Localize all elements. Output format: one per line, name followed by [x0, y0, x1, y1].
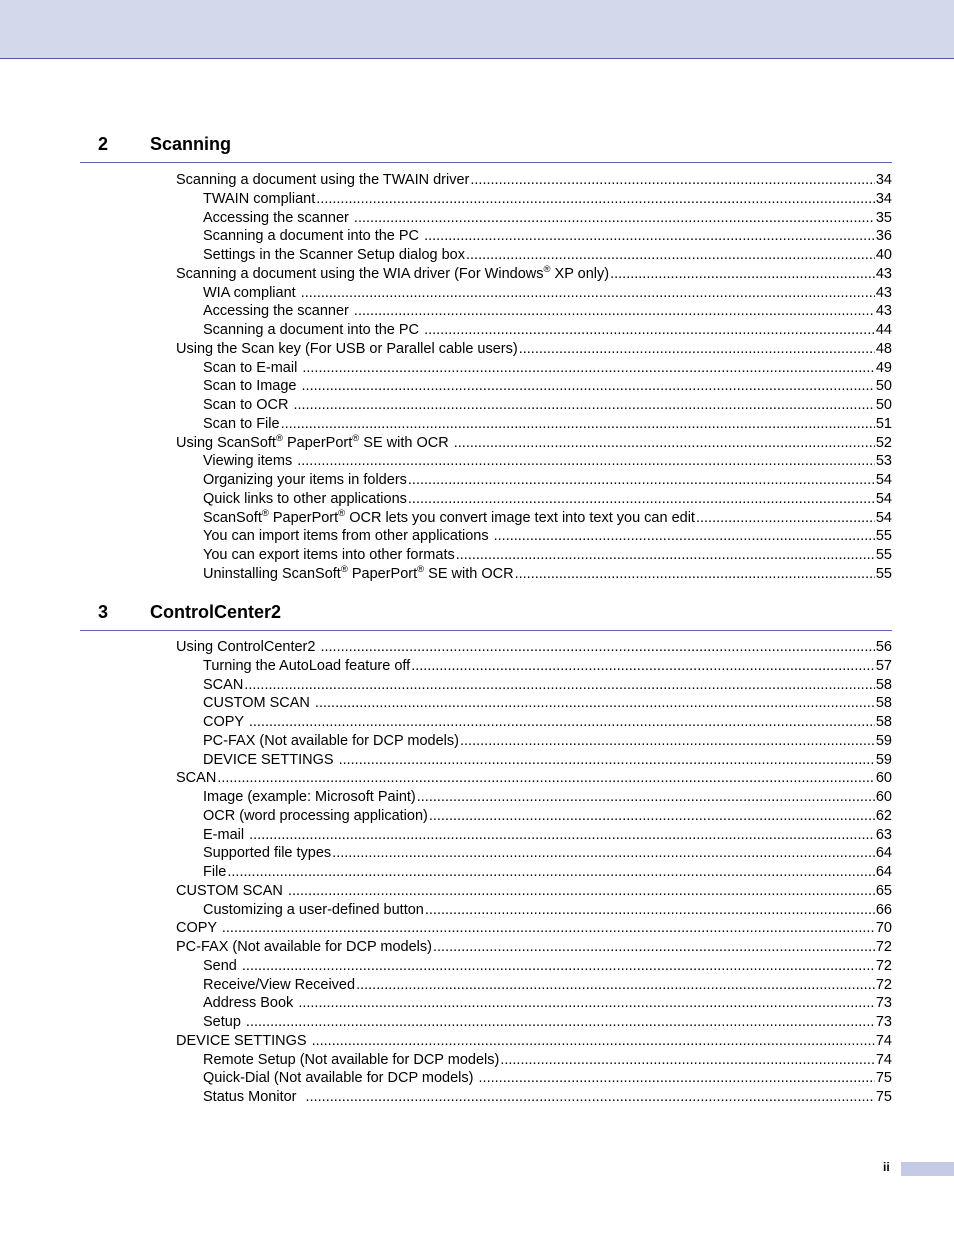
dot-leader	[293, 396, 874, 415]
toc-entry-title	[203, 209, 353, 228]
toc-entry[interactable]	[203, 527, 892, 546]
toc-entry-text: Accessing the scanner	[203, 303, 353, 320]
toc-entry[interactable]	[203, 321, 892, 340]
toc-entry-text: Scan to Image	[203, 378, 301, 395]
toc-entry-title	[203, 471, 407, 490]
toc-entry-text: Send	[203, 957, 241, 974]
toc-entry-title	[203, 826, 248, 845]
toc-entry-text: Scan to File	[203, 415, 280, 432]
toc-entry-text: SE with OCR	[424, 565, 514, 582]
toc-entry-text: Scan to OCR	[203, 397, 293, 413]
toc-entry-title	[203, 190, 315, 209]
toc-entry-text: DEVICE SETTINGS	[203, 751, 338, 768]
page-number: ii	[883, 1160, 890, 1174]
toc-entry-text: Using ScanSoft	[176, 434, 276, 451]
dot-leader	[246, 1013, 875, 1032]
chapter-heading	[80, 600, 892, 631]
toc-entry-title	[203, 227, 423, 246]
toc-entry-page: 34	[875, 172, 892, 188]
toc-entry-title	[203, 844, 331, 863]
toc-entry-title	[203, 713, 248, 732]
toc-entry-text: Scanning a document using the WIA driver (For Windows	[176, 265, 544, 282]
toc-entry-title	[203, 863, 226, 882]
toc-entry-page: 57	[875, 657, 892, 674]
toc-entry-text: Using the Scan key (For USB or Parallel cable users)	[176, 340, 518, 357]
toc-entry-page: 72	[875, 939, 892, 955]
toc-entry[interactable]	[203, 807, 892, 826]
dot-leader	[302, 377, 875, 396]
toc-entry-text: Scanning a document into the PC	[203, 228, 424, 245]
toc-entry-text: PaperPort	[282, 434, 353, 451]
toc-entry[interactable]	[203, 844, 892, 863]
toc-entry-text: Quick links to other applications	[203, 490, 407, 507]
toc-entry-text: PaperPort	[347, 565, 418, 582]
toc-entry-text: Image (example: Microsoft Paint)	[203, 789, 416, 805]
dot-leader	[610, 265, 875, 284]
toc-entry-text: Quick-Dial (Not available for DCP models)	[203, 1070, 478, 1087]
toc-entry[interactable]	[203, 452, 892, 471]
toc-entry-text: OCR lets you convert image text into text you can edit	[345, 509, 695, 526]
dot-leader	[456, 546, 875, 565]
dot-leader	[500, 1051, 875, 1070]
toc-entry-title	[203, 694, 314, 713]
dot-leader	[288, 882, 875, 901]
toc-entry[interactable]	[203, 396, 892, 415]
toc-entry[interactable]	[176, 1032, 892, 1051]
toc-entry-page: 34	[875, 190, 892, 207]
toc-entry[interactable]	[203, 359, 892, 378]
toc-entry-text: TWAIN compliant	[203, 190, 316, 207]
toc-entry-page: 55	[875, 565, 892, 582]
toc-entry[interactable]	[176, 340, 892, 359]
toc-entry-text: COPY	[176, 920, 221, 937]
dot-leader	[301, 284, 875, 303]
registered-mark: ®	[352, 432, 360, 444]
toc-entry[interactable]	[203, 415, 892, 434]
dot-leader	[411, 657, 875, 676]
dot-leader	[315, 694, 875, 713]
toc-entry-title	[176, 638, 319, 657]
dot-leader	[242, 957, 875, 976]
toc-entry-page: 52	[875, 434, 892, 451]
toc-entry-page: 60	[875, 789, 892, 805]
toc-entry-text: Supported file types	[203, 845, 332, 862]
registered-mark: ®	[340, 563, 348, 575]
toc-entry-text: SE with OCR	[359, 434, 453, 451]
dot-leader	[320, 638, 874, 657]
dot-leader	[433, 938, 875, 957]
toc-entry[interactable]	[203, 284, 892, 303]
dot-leader	[354, 302, 875, 321]
toc-entry-page: 43	[875, 303, 892, 320]
toc-entry-page: 62	[875, 807, 892, 824]
toc-entry-page: 55	[875, 547, 892, 563]
toc-entry-page: 66	[875, 901, 892, 918]
dot-leader	[312, 1032, 875, 1051]
toc-entry[interactable]	[176, 769, 892, 788]
toc-entry-page: 50	[875, 378, 892, 395]
toc-list	[0, 638, 954, 1107]
toc-entry-title	[203, 452, 296, 471]
toc-entry-text: Organizing your items in folders	[203, 472, 407, 488]
toc-entry-title	[203, 751, 338, 770]
toc-entry-page: 36	[875, 228, 892, 245]
toc-entry-title	[203, 1051, 499, 1070]
toc-entry-page: 75	[875, 1089, 892, 1105]
toc-entry-page: 73	[875, 995, 892, 1012]
toc-entry-title	[203, 957, 241, 976]
chapter-title: Scanning	[150, 134, 232, 154]
toc-entry[interactable]	[203, 1069, 892, 1088]
dot-leader	[249, 713, 875, 732]
toc-entry-title	[203, 1088, 305, 1107]
dot-leader	[332, 844, 875, 863]
toc-entry[interactable]	[203, 826, 892, 845]
toc-entry-title	[203, 732, 459, 751]
toc-entry[interactable]	[203, 694, 892, 713]
chapter-number: 2	[98, 134, 109, 154]
dot-leader	[306, 1088, 875, 1107]
toc-entry-page: 56	[875, 639, 892, 655]
toc-entry-page: 59	[875, 751, 892, 768]
toc-entry[interactable]	[176, 265, 892, 284]
toc-entry[interactable]	[203, 1088, 892, 1107]
toc-entry[interactable]	[203, 209, 892, 228]
toc-entry-page: 43	[875, 284, 892, 301]
dot-leader	[356, 976, 875, 995]
dot-leader	[424, 227, 875, 246]
dot-leader	[316, 190, 875, 209]
toc-entry[interactable]	[203, 190, 892, 209]
dot-leader	[424, 321, 875, 340]
toc-entry-page: 72	[875, 976, 892, 993]
registered-mark: ®	[417, 563, 425, 575]
toc-entry-text: E-mail	[203, 826, 249, 843]
toc-entry-title	[203, 302, 353, 321]
toc-entry-page: 58	[875, 695, 892, 712]
toc-entry-text: WIA compliant	[203, 284, 300, 301]
toc-entry[interactable]	[203, 1051, 892, 1070]
toc-entry-title	[176, 938, 432, 957]
toc-entry[interactable]	[203, 546, 892, 565]
dot-leader	[354, 209, 875, 228]
toc-entry[interactable]	[176, 171, 892, 190]
dot-leader	[479, 1069, 875, 1088]
toc-entry-text: PC-FAX (Not available for DCP models)	[176, 939, 432, 955]
dot-leader	[429, 807, 875, 826]
toc-entry[interactable]	[203, 751, 892, 770]
dot-leader	[244, 676, 875, 695]
toc-entry-text: Turning the AutoLoad feature off	[203, 657, 411, 674]
dot-leader	[222, 919, 875, 938]
toc-entry[interactable]	[176, 434, 892, 453]
toc-entry-page: 53	[875, 453, 892, 470]
toc-entry-page: 75	[875, 1070, 892, 1087]
toc-entry-text: XP only)	[550, 265, 610, 282]
toc-entry[interactable]	[203, 713, 892, 732]
toc-entry-text: Settings in the Scanner Setup dialog box	[203, 247, 465, 263]
chapter-title: ControlCenter2	[150, 602, 282, 622]
toc-entry-page: 64	[875, 845, 892, 862]
dot-leader	[217, 769, 875, 788]
toc-entry-text: SCAN	[176, 770, 217, 787]
toc-entry-page: 44	[875, 322, 892, 338]
toc-entry-page: 51	[875, 415, 892, 432]
toc-entry[interactable]	[203, 227, 892, 246]
toc-entry-text: Scanning a document into the PC	[203, 322, 424, 338]
toc-entry[interactable]	[203, 788, 892, 807]
registered-mark: ®	[338, 507, 346, 519]
registered-mark: ®	[543, 263, 551, 275]
toc-entry-page: 72	[875, 957, 892, 974]
toc-entry[interactable]	[203, 976, 892, 995]
toc-entry-page: 58	[875, 714, 892, 730]
toc-entry-page: 65	[875, 882, 892, 899]
dot-leader	[519, 340, 875, 359]
toc-entry-text: Scanning a document using the TWAIN driver	[176, 172, 470, 188]
toc-entry[interactable]	[203, 957, 892, 976]
toc-entry-title	[203, 1069, 478, 1088]
dot-leader	[425, 901, 875, 920]
toc-entry[interactable]	[176, 919, 892, 938]
toc-entry-title	[203, 994, 297, 1013]
toc-entry-page: 49	[875, 359, 892, 376]
toc-entry-page: 54	[875, 472, 892, 488]
toc-entry-title	[176, 434, 453, 453]
toc-list	[0, 171, 954, 584]
toc-entry-title	[203, 657, 410, 676]
toc-entry[interactable]	[203, 863, 892, 882]
toc-entry[interactable]	[203, 1013, 892, 1032]
dot-leader	[460, 732, 875, 751]
toc-entry[interactable]	[203, 732, 892, 751]
toc-entry[interactable]	[176, 882, 892, 901]
dot-leader	[454, 434, 875, 453]
toc-entry-text: Remote Setup (Not available for DCP models)	[203, 1051, 500, 1068]
toc-entry-page: 58	[875, 676, 892, 693]
toc-entry-page: 74	[875, 1051, 892, 1068]
toc-entry-title	[203, 527, 493, 546]
toc-entry-page: 74	[875, 1032, 892, 1049]
toc-entry-title	[203, 901, 424, 920]
toc-entry[interactable]	[203, 302, 892, 321]
toc-entry-title	[203, 546, 455, 565]
toc-entry-page: 55	[875, 528, 892, 545]
dot-leader	[339, 751, 875, 770]
toc-entry-title	[203, 509, 695, 528]
toc-entry[interactable]	[203, 246, 892, 265]
registered-mark: ®	[261, 507, 269, 519]
toc-entry-title	[203, 321, 423, 340]
dot-leader	[297, 452, 875, 471]
toc-entry-text: Viewing items	[203, 453, 297, 470]
footer-tab	[901, 1162, 954, 1176]
toc-entry-page: 54	[875, 490, 892, 507]
dot-leader	[408, 490, 875, 509]
toc-entry-title	[203, 788, 416, 807]
toc-entry-text: ScanSoft	[203, 509, 262, 526]
chapter-heading	[80, 132, 892, 163]
toc-entry[interactable]	[203, 994, 892, 1013]
toc-entry-page: 48	[875, 340, 892, 357]
toc-entry-title	[203, 377, 301, 396]
toc-entry-title	[203, 246, 465, 265]
toc-entry-page: 40	[875, 247, 892, 263]
header-band	[0, 0, 954, 59]
toc-entry-page: 54	[875, 509, 892, 526]
toc-entry[interactable]	[203, 901, 892, 920]
toc-entry-page: 35	[875, 209, 892, 226]
toc-entry-page: 50	[875, 397, 892, 413]
toc-entry-title	[176, 769, 216, 788]
toc-entry[interactable]	[203, 657, 892, 676]
toc-entry-text: Receive/View Received	[203, 976, 356, 993]
toc-entry-title	[176, 882, 287, 901]
dot-leader	[515, 565, 875, 584]
toc-entry-title	[203, 359, 301, 378]
toc-entry-text: Accessing the scanner	[203, 209, 353, 226]
toc-entry[interactable]	[203, 377, 892, 396]
toc-entry-page: 59	[875, 732, 892, 749]
dot-leader	[302, 359, 875, 378]
toc-entry[interactable]	[176, 638, 892, 657]
dot-leader	[417, 788, 875, 807]
toc-entry-title	[203, 284, 300, 303]
toc-entry-title	[203, 396, 292, 415]
toc-entry-title	[176, 1032, 311, 1051]
dot-leader	[470, 171, 874, 190]
toc-entry-text: Status Monitor	[203, 1089, 305, 1105]
toc-entry-text: OCR (word processing application)	[203, 807, 428, 824]
toc-entry-page: 73	[875, 1014, 892, 1030]
toc-entry[interactable]	[203, 490, 892, 509]
toc-entry-page: 63	[875, 826, 892, 843]
toc-entry-title	[203, 807, 428, 826]
toc-entry-title	[176, 171, 469, 190]
toc-entry-text: File	[203, 864, 227, 880]
toc-entry-title	[203, 490, 407, 509]
dot-leader	[696, 509, 875, 528]
toc-entry-page: 60	[875, 770, 892, 787]
dot-leader	[466, 246, 875, 265]
toc-entry-title	[203, 415, 280, 434]
toc-entry-page: 70	[875, 920, 892, 937]
toc-entry-text: CUSTOM SCAN	[176, 882, 287, 899]
dot-leader	[298, 994, 875, 1013]
toc-entry-text: CUSTOM SCAN	[203, 695, 314, 712]
toc-entry-text: Scan to E-mail	[203, 359, 302, 376]
toc-entry-title	[203, 976, 355, 995]
toc-entry-text: Uninstalling ScanSoft	[203, 565, 341, 582]
toc-entry-text: PC-FAX (Not available for DCP models)	[203, 732, 459, 749]
dot-leader	[408, 471, 875, 490]
toc-entry-text: PaperPort	[268, 509, 339, 526]
toc-entry-text: SCAN	[203, 676, 244, 693]
toc-entry-title	[176, 340, 518, 359]
toc-entry[interactable]	[203, 565, 892, 584]
toc-entry[interactable]	[203, 676, 892, 695]
toc-entry-text: Customizing a user-defined button	[203, 901, 424, 918]
toc-entry-title	[176, 919, 221, 938]
toc-entry-title	[203, 676, 243, 695]
toc-entry-title	[176, 265, 609, 284]
toc-entry-text: You can import items from other applications	[203, 528, 493, 545]
toc-entry[interactable]	[203, 471, 892, 490]
dot-leader	[249, 826, 875, 845]
toc-entry-text: Using ControlCenter2	[176, 639, 320, 655]
toc-entry-text: You can export items into other formats	[203, 547, 455, 563]
dot-leader	[227, 863, 874, 882]
toc-entry-text: Setup	[203, 1014, 245, 1030]
chapter-number: 3	[98, 602, 109, 622]
toc-entry-text: COPY	[203, 714, 248, 730]
registered-mark: ®	[275, 432, 283, 444]
toc-entry-page: 64	[875, 864, 892, 880]
toc-entry-title	[203, 1013, 245, 1032]
toc-entry[interactable]	[176, 938, 892, 957]
toc-entry-title	[203, 565, 514, 584]
toc-entry-page: 43	[875, 265, 892, 282]
toc-entry-text: DEVICE SETTINGS	[176, 1032, 311, 1049]
dot-leader	[281, 415, 875, 434]
toc-entry[interactable]	[203, 509, 892, 528]
dot-leader	[494, 527, 875, 546]
toc-entry-text: Address Book	[203, 995, 298, 1012]
